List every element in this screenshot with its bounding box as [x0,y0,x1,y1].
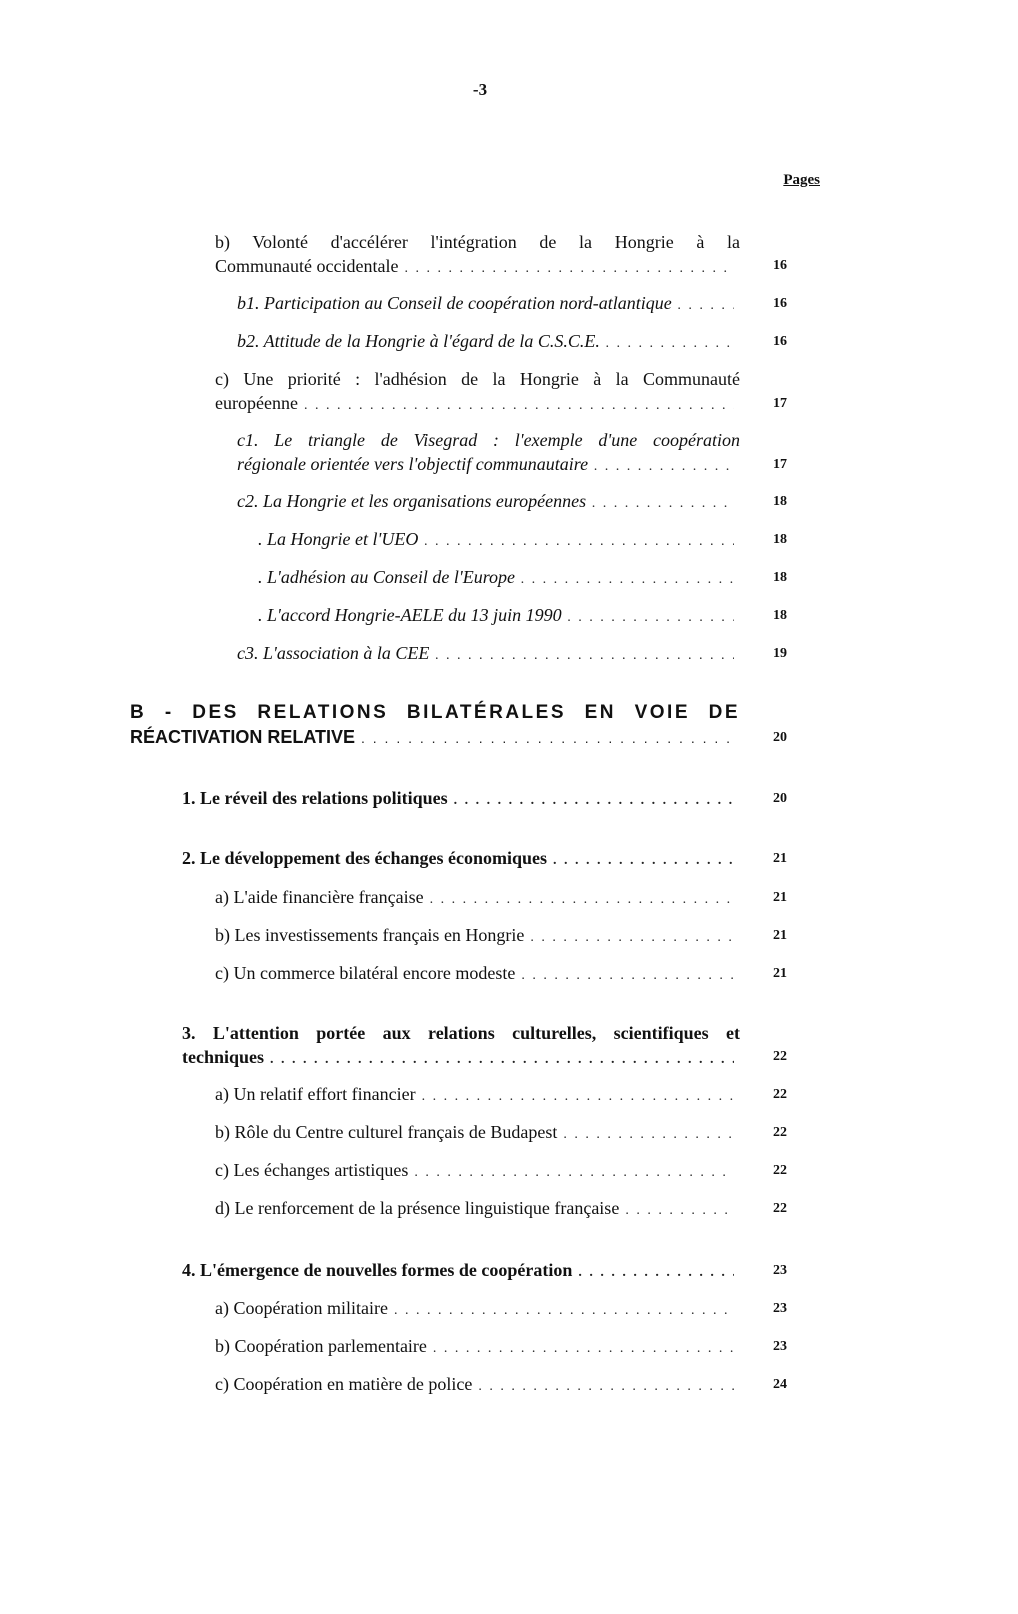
toc-entry-text: 1. Le réveil des relations politiques [182,788,448,808]
toc-entry [215,961,740,988]
toc-entry-text: d) Le renforcement de la présence linguistique française [215,1198,620,1218]
toc-entry-text: . L'accord Hongrie-AELE du 13 juin 1990 [258,605,562,625]
toc-entry [182,1021,740,1072]
toc-page-number: 22 [773,1049,787,1064]
toc-entry-text: c1. Le triangle de Visegrad : l'exemple d'une coopération [237,430,740,450]
toc-entry [215,1372,740,1399]
toc-entry [182,786,740,813]
toc-entry [258,603,740,630]
toc-entry-text: . La Hongrie et l'UEO [258,529,419,549]
toc-section-heading [130,701,740,750]
toc-entry [237,641,740,668]
toc-entry-text-cont: Communauté occidentale [215,256,399,276]
toc-entry-text: b2. Attitude de la Hongrie à l'égard de la C.S.C.E. [237,331,600,351]
toc-page-number: 18 [773,570,787,585]
toc-entry-text: b) Coopération parlementaire [215,1336,427,1356]
toc-entry [215,230,740,281]
toc-page-number: 18 [773,532,787,547]
toc-page-number: 21 [773,928,787,943]
toc-entry-text-cont: régionale orientée vers l'objectif communautaire [237,454,589,474]
toc-entry-text: c) Les échanges artistiques [215,1160,409,1180]
toc-page-number: 20 [773,791,787,806]
toc-entry-text: 3. L'attention portée aux relations culturelles, scientifiques et [182,1023,740,1043]
toc-entry-text: a) Un relatif effort financier [215,1084,416,1104]
toc-entry-text: c) Coopération en matière de police [215,1374,473,1394]
toc-page-number: 22 [773,1163,787,1178]
toc-page-number: 17 [773,457,787,472]
page-number: -3 [472,80,488,99]
toc-page-number: 20 [773,730,787,745]
toc-entry [215,367,740,418]
toc-page-number: 22 [773,1087,787,1102]
toc-entry [237,428,740,479]
toc-page-number: 21 [773,851,787,866]
toc-entry-text: c) Un commerce bilatéral encore modeste [215,963,516,983]
toc-entry [237,329,740,356]
toc-page-number: 16 [773,258,787,273]
toc-entry-text: a) L'aide financière française [215,887,424,907]
toc-entry [215,1334,740,1361]
toc-entry-text: b1. Participation au Conseil de coopération nord-atlantique [237,293,672,313]
toc-entry-text: c2. La Hongrie et les organisations européennes [237,491,587,511]
toc-page-number: 18 [773,608,787,623]
toc-entry-text: b) Rôle du Centre culturel français de Budapest [215,1122,558,1142]
toc-entry [237,489,740,516]
toc-page-number: 22 [773,1201,787,1216]
toc-page-number: 18 [773,494,787,509]
toc-entry-text-cont: européenne [215,393,298,413]
toc-page-number: 16 [773,296,787,311]
toc-entry-text-cont: techniques [182,1047,265,1067]
toc-entry-text: . L'adhésion au Conseil de l'Europe [258,567,516,587]
toc-entry-text-cont: RÉACTIVATION RELATIVE [130,727,355,747]
toc-entry-text: c) Une priorité : l'adhésion de la Hongrie à la Communauté [215,369,740,389]
toc-page-number: 19 [773,646,787,661]
toc-entry [215,923,740,950]
toc-page-number: 17 [773,396,787,411]
toc-page-number: 22 [773,1125,787,1140]
toc-page-number: 16 [773,334,787,349]
toc-entry [182,1258,740,1285]
toc-page-number: 23 [773,1339,787,1354]
toc-page-number: 21 [773,966,787,981]
toc-page-number: 21 [773,890,787,905]
toc-entry [258,565,740,592]
toc-page-number: 23 [773,1263,787,1278]
toc-entry [215,1196,740,1223]
toc-entry [237,291,740,318]
toc-entry [182,846,740,873]
toc-entry-text: 4. L'émergence de nouvelles formes de coopération [182,1260,573,1280]
pages-column-header: Pages [783,172,820,188]
toc-entry [258,527,740,554]
toc-entry [215,1158,740,1185]
toc-entry [215,1296,740,1323]
toc-entry-text: b) Les investissements français en Hongrie [215,925,525,945]
toc-page-number: 23 [773,1301,787,1316]
toc-entry [215,1120,740,1147]
toc-entry-text: a) Coopération militaire [215,1298,388,1318]
toc-entry [215,885,740,912]
toc-page-number: 24 [773,1377,787,1392]
toc-entry-text: c3. L'association à la CEE [237,643,430,663]
toc-entry-text: 2. Le développement des échanges économiques [182,848,547,868]
toc-entry-text: B - DES RELATIONS BILATÉRALES EN VOIE DE [130,702,740,723]
toc-entry-text: b) Volonté d'accélérer l'intégration de la Hongrie à la [215,232,740,252]
toc-entry [215,1082,740,1109]
